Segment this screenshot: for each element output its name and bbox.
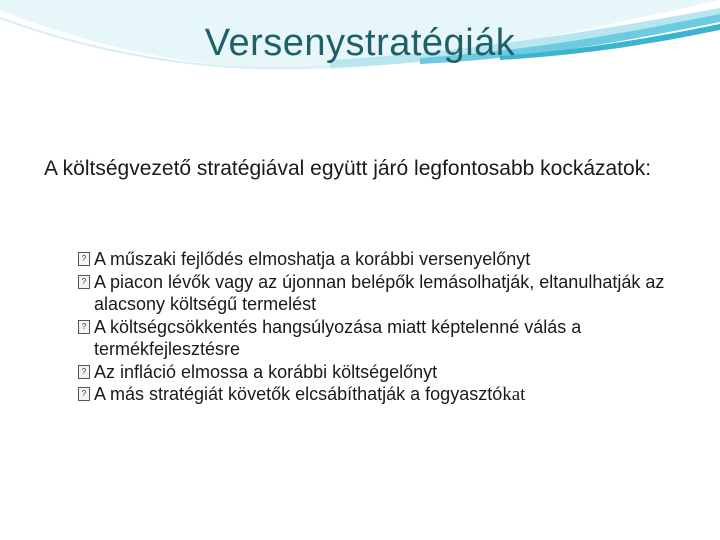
list-item-text: Az infláció elmossa a korábbi költségelőnyt [94, 361, 438, 382]
bullet-icon: ? [78, 275, 90, 289]
list-item-text-tail: kat [502, 384, 526, 405]
list-item [78, 316, 698, 361]
bullet-icon: ? [78, 365, 90, 379]
list-item-text: A műszaki fejlődés elmoshatja a korábbi versenyelőnyt [94, 249, 531, 269]
list-item [78, 248, 698, 271]
list-item [78, 361, 698, 384]
list-item-text: A más stratégiát követők elcsábíthatják a fogyasztó [94, 384, 503, 404]
list-item-text: A költségcsökkentés hangsúlyozása miatt képtelenné válás a termékfejlesztésre [94, 316, 582, 359]
bullet-icon: ? [78, 387, 90, 401]
bullet-icon: ? [78, 320, 90, 334]
lead-text: A költségvezető stratégiával együtt járó legfontosabb kockázatok: [44, 157, 652, 180]
list-item [78, 271, 698, 316]
risk-list [78, 248, 698, 407]
bullet-icon: ? [78, 252, 90, 266]
slide-title: Versenystratégiák [204, 22, 516, 64]
list-item [78, 383, 698, 407]
list-item-text: A piacon lévők vagy az újonnan belépők lemásolhatják, eltanulhatják az alacsony költségű termelést [94, 271, 665, 314]
